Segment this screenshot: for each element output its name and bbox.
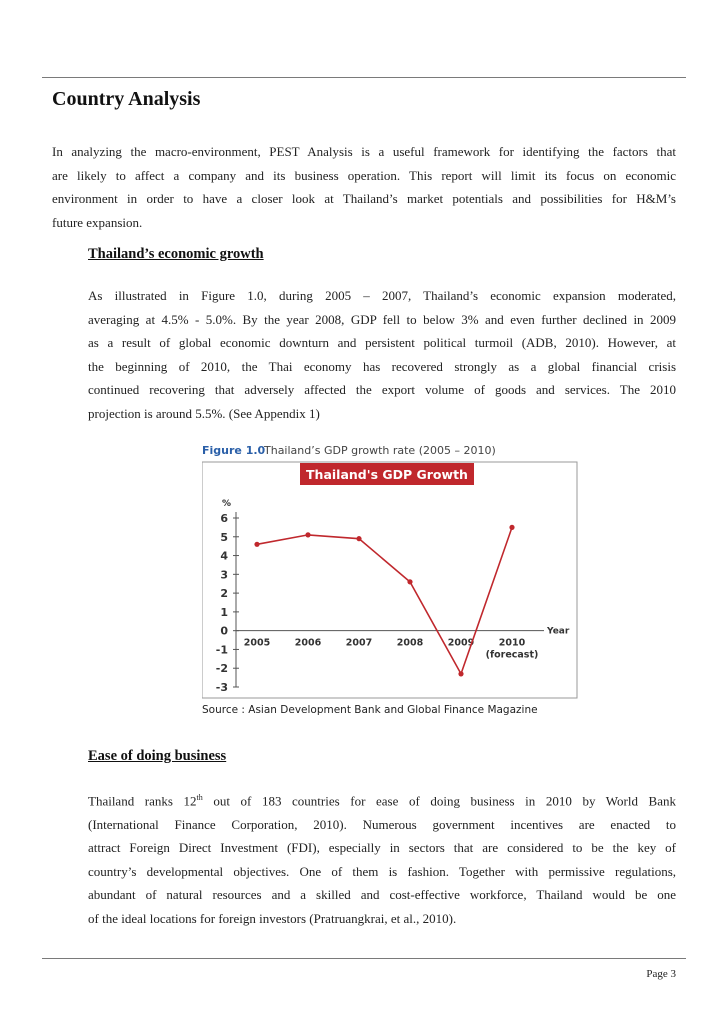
x-tick-label: 2010 [498,637,526,649]
y-tick-label: 5 [220,530,228,544]
intro-line: are likely to affect a company and its business operation. This report will limit its focus on economic [52,167,676,183]
rank-text: Thailand ranks 12 [88,793,197,809]
paragraph-line: projection is around 5.5%. (See Appendix 1) [88,405,320,421]
rank-suffix: th [196,793,203,802]
paragraph-line: (International Finance Corporation, 2010). Numerous government incentives are enacted to [88,816,676,832]
gdp-data-point [356,536,361,541]
figure-source: Source : Asian Development Bank and Global Finance Magazine [202,704,538,716]
gdp-chart [202,442,582,700]
y-tick-label: -1 [215,643,228,657]
y-tick-label: 2 [220,587,228,601]
gdp-data-point [305,532,310,537]
paragraph-line: attract Foreign Direct Investment (FDI), especially in sectors that are considered to be the key of [88,840,676,856]
x-tick-label: 2008 [396,637,424,649]
intro-paragraph [52,140,676,234]
gdp-data-point [509,525,514,530]
paragraph-line: as a result of global economic downturn and persistent political turmoil (ADB, 2010). However, at [88,335,676,350]
page-title: Country Analysis [52,88,201,110]
rank-text-rest: out of 183 countries for ease of doing business in 2010 by World Bank [202,793,676,809]
y-tick-label: 6 [220,512,228,525]
gdp-data-point [458,671,463,676]
y-tick-label: 4 [220,549,228,563]
y-tick-label: -3 [215,681,228,694]
x-tick-label: 2009 [447,637,475,649]
gdp-data-point [407,579,412,584]
paragraph-line [88,786,676,813]
page-number: Page 3 [646,968,676,980]
y-tick-label: -2 [215,662,228,676]
paragraph-line: of the ideal locations for foreign investors (Pratruangkrai, et al., 2010). [88,910,457,926]
gdp-data-point [254,542,259,547]
figure-caption-text: Thailand’s GDP growth rate (2005 – 2010) [264,444,496,457]
top-rule [42,77,686,78]
ease-of-business-paragraph [88,786,676,930]
section-heading-ease-of-business: Ease of doing business [88,748,227,764]
intro-line: future expansion. [52,214,143,230]
gdp-figure [202,442,582,700]
paragraph-line: continued recovering that adversely affected the export volume of goods and services. The 2010 [88,382,676,397]
x-axis-label: Year [547,626,570,637]
figure-caption-label: Figure 1.0 [202,444,266,457]
x-tick-label: 2007 [345,637,373,649]
section-heading-economic-growth: Thailand’s economic growth [88,246,264,262]
paragraph-line: abundant of natural resources and a skilled and cost-effective workforce, Thailand would be one [88,887,676,903]
intro-line: In analyzing the macro-environment, PEST Analysis is a useful framework for identifying the factors that [52,144,676,159]
chart-frame [202,462,577,698]
x-tick-label: 2006 [294,637,322,649]
y-tick-label: 0 [220,624,228,638]
x-tick-sublabel: (forecast) [485,649,539,661]
intro-line: environment in order to have a closer look at Thailand’s market potentials and possibilities for H&M’s [52,191,676,206]
paragraph-line: country’s developmental objectives. One of them is fashion. Together with permissive regulations, [88,863,676,879]
y-axis-label: % [222,499,232,509]
paragraph-line: averaging at 4.5% - 5.0%. By the year 2008, GDP fell to below 3% and even further declined in 2009 [88,311,676,327]
x-tick-label: 2005 [243,637,271,649]
paragraph-line: the beginning of 2010, the Thai economy has recovered strongly as a global financial crisis [88,358,676,374]
footer-rule [42,958,686,959]
y-tick-label: 3 [220,568,228,582]
chart-title: Thailand's GDP Growth [306,467,468,482]
paragraph-line: As illustrated in Figure 1.0, during 2005 – 2007, Thailand’s economic expansion moderated, [88,288,676,303]
y-tick-label: 1 [220,605,228,619]
economic-growth-paragraph [88,284,676,425]
